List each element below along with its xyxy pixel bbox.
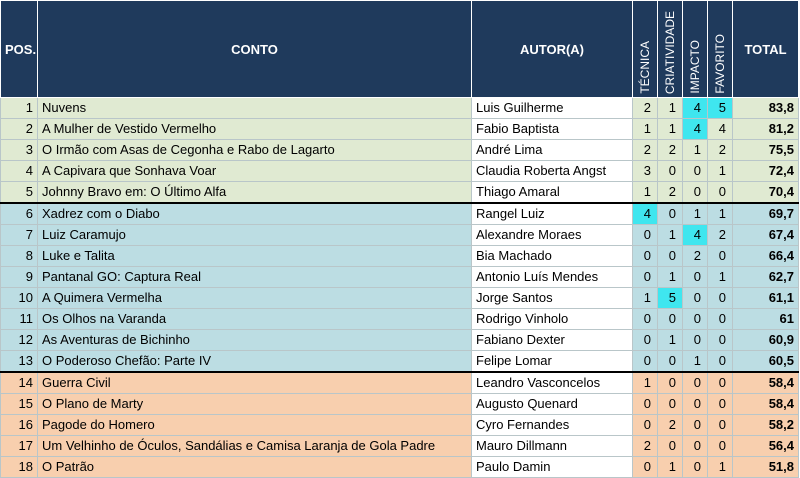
cell-impacto: 0 <box>683 288 708 309</box>
cell-autor: Luis Guilherme <box>472 98 633 119</box>
cell-criatividade: 1 <box>658 225 683 246</box>
cell-tecnica: 4 <box>633 203 658 225</box>
cell-favorito: 0 <box>708 330 733 351</box>
cell-pos: 5 <box>1 182 38 204</box>
cell-tecnica: 0 <box>633 394 658 415</box>
cell-autor: Cyro Fernandes <box>472 415 633 436</box>
cell-favorito: 1 <box>708 203 733 225</box>
cell-pos: 9 <box>1 267 38 288</box>
cell-criatividade: 5 <box>658 288 683 309</box>
cell-impacto: 1 <box>683 351 708 373</box>
cell-conto: O Patrão <box>38 457 472 478</box>
table-row <box>1 372 799 394</box>
cell-criatividade: 0 <box>658 161 683 182</box>
cell-autor: André Lima <box>472 140 633 161</box>
cell-autor: Rodrigo Vinholo <box>472 309 633 330</box>
cell-conto: Luiz Caramujo <box>38 225 472 246</box>
cell-conto: Johnny Bravo em: O Último Alfa <box>38 182 472 204</box>
cell-favorito: 0 <box>708 436 733 457</box>
cell-pos: 11 <box>1 309 38 330</box>
cell-tecnica: 0 <box>633 415 658 436</box>
cell-autor: Fabiano Dexter <box>472 330 633 351</box>
cell-pos: 2 <box>1 119 38 140</box>
cell-criatividade: 2 <box>658 182 683 204</box>
table-row <box>1 351 799 373</box>
table-row <box>1 436 799 457</box>
cell-favorito: 0 <box>708 394 733 415</box>
cell-criatividade: 1 <box>658 267 683 288</box>
cell-conto: A Quimera Vermelha <box>38 288 472 309</box>
table-row <box>1 161 799 182</box>
cell-autor: Bia Machado <box>472 246 633 267</box>
table-row <box>1 246 799 267</box>
cell-impacto: 0 <box>683 267 708 288</box>
table-row <box>1 457 799 478</box>
cell-impacto: 0 <box>683 415 708 436</box>
cell-pos: 15 <box>1 394 38 415</box>
table-row <box>1 288 799 309</box>
cell-criatividade: 0 <box>658 372 683 394</box>
cell-conto: Xadrez com o Diabo <box>38 203 472 225</box>
cell-autor: Paulo Damin <box>472 457 633 478</box>
cell-pos: 13 <box>1 351 38 373</box>
cell-criatividade: 1 <box>658 457 683 478</box>
cell-total: 51,8 <box>733 457 799 478</box>
cell-pos: 8 <box>1 246 38 267</box>
cell-autor: Fabio Baptista <box>472 119 633 140</box>
cell-favorito: 2 <box>708 225 733 246</box>
table-row <box>1 415 799 436</box>
cell-total: 56,4 <box>733 436 799 457</box>
table-header <box>1 1 799 98</box>
header-total: TOTAL <box>733 1 799 98</box>
cell-impacto: 4 <box>683 119 708 140</box>
cell-pos: 1 <box>1 98 38 119</box>
cell-impacto: 0 <box>683 309 708 330</box>
table-row <box>1 98 799 119</box>
cell-criatividade: 2 <box>658 140 683 161</box>
cell-pos: 17 <box>1 436 38 457</box>
cell-tecnica: 0 <box>633 351 658 373</box>
cell-favorito: 5 <box>708 98 733 119</box>
table-row <box>1 394 799 415</box>
cell-criatividade: 0 <box>658 394 683 415</box>
cell-tecnica: 2 <box>633 98 658 119</box>
cell-conto: Nuvens <box>38 98 472 119</box>
cell-criatividade: 1 <box>658 330 683 351</box>
header-tecnica: TÉCNICA <box>633 1 658 98</box>
table-row <box>1 119 799 140</box>
header-pos: POS. <box>1 1 38 98</box>
cell-favorito: 1 <box>708 161 733 182</box>
cell-tecnica: 0 <box>633 330 658 351</box>
cell-favorito: 2 <box>708 140 733 161</box>
cell-pos: 12 <box>1 330 38 351</box>
cell-pos: 3 <box>1 140 38 161</box>
header-favorito: FAVORITO <box>708 1 733 98</box>
cell-total: 58,4 <box>733 394 799 415</box>
table-row <box>1 225 799 246</box>
cell-criatividade: 0 <box>658 203 683 225</box>
cell-tecnica: 2 <box>633 436 658 457</box>
cell-criatividade: 0 <box>658 351 683 373</box>
cell-conto: Luke e Talita <box>38 246 472 267</box>
cell-conto: O Plano de Marty <box>38 394 472 415</box>
cell-impacto: 0 <box>683 457 708 478</box>
cell-favorito: 0 <box>708 309 733 330</box>
cell-total: 72,4 <box>733 161 799 182</box>
cell-impacto: 1 <box>683 140 708 161</box>
cell-criatividade: 1 <box>658 119 683 140</box>
table-body <box>1 98 799 478</box>
cell-autor: Leandro Vasconcelos <box>472 372 633 394</box>
table-row <box>1 330 799 351</box>
table-row <box>1 203 799 225</box>
cell-favorito: 0 <box>708 372 733 394</box>
cell-autor: Antonio Luís Mendes <box>472 267 633 288</box>
cell-conto: Pagode do Homero <box>38 415 472 436</box>
cell-favorito: 1 <box>708 457 733 478</box>
cell-conto: Pantanal GO: Captura Real <box>38 267 472 288</box>
header-autor: AUTOR(A) <box>472 1 633 98</box>
cell-conto: As Aventuras de Bichinho <box>38 330 472 351</box>
cell-pos: 7 <box>1 225 38 246</box>
cell-autor: Mauro Dillmann <box>472 436 633 457</box>
cell-tecnica: 0 <box>633 457 658 478</box>
cell-conto: Guerra Civil <box>38 372 472 394</box>
cell-conto: O Poderoso Chefão: Parte IV <box>38 351 472 373</box>
cell-total: 58,2 <box>733 415 799 436</box>
cell-total: 67,4 <box>733 225 799 246</box>
table-row <box>1 140 799 161</box>
cell-impacto: 2 <box>683 246 708 267</box>
cell-criatividade: 0 <box>658 309 683 330</box>
cell-tecnica: 0 <box>633 267 658 288</box>
cell-tecnica: 1 <box>633 119 658 140</box>
cell-conto: A Capivara que Sonhava Voar <box>38 161 472 182</box>
cell-impacto: 4 <box>683 225 708 246</box>
cell-tecnica: 1 <box>633 288 658 309</box>
cell-pos: 18 <box>1 457 38 478</box>
cell-criatividade: 1 <box>658 98 683 119</box>
cell-favorito: 0 <box>708 246 733 267</box>
table-row <box>1 182 799 204</box>
cell-favorito: 0 <box>708 415 733 436</box>
table-row <box>1 267 799 288</box>
header-criatividade: CRIATIVIDADE <box>658 1 683 98</box>
cell-favorito: 0 <box>708 288 733 309</box>
cell-total: 62,7 <box>733 267 799 288</box>
cell-conto: Um Velhinho de Óculos, Sandálias e Camisa Laranja de Gola Padre <box>38 436 472 457</box>
cell-criatividade: 2 <box>658 415 683 436</box>
cell-total: 69,7 <box>733 203 799 225</box>
cell-impacto: 0 <box>683 372 708 394</box>
cell-impacto: 0 <box>683 182 708 204</box>
cell-impacto: 0 <box>683 394 708 415</box>
cell-total: 61 <box>733 309 799 330</box>
cell-autor: Jorge Santos <box>472 288 633 309</box>
cell-autor: Felipe Lomar <box>472 351 633 373</box>
cell-autor: Claudia Roberta Angst <box>472 161 633 182</box>
cell-total: 58,4 <box>733 372 799 394</box>
cell-total: 61,1 <box>733 288 799 309</box>
cell-total: 60,5 <box>733 351 799 373</box>
cell-conto: A Mulher de Vestido Vermelho <box>38 119 472 140</box>
table-row <box>1 309 799 330</box>
cell-pos: 14 <box>1 372 38 394</box>
cell-total: 75,5 <box>733 140 799 161</box>
cell-impacto: 0 <box>683 161 708 182</box>
header-conto: CONTO <box>38 1 472 98</box>
cell-favorito: 0 <box>708 351 733 373</box>
cell-impacto: 4 <box>683 98 708 119</box>
cell-tecnica: 1 <box>633 372 658 394</box>
cell-total: 81,2 <box>733 119 799 140</box>
cell-impacto: 0 <box>683 436 708 457</box>
cell-favorito: 0 <box>708 182 733 204</box>
header-impacto: IMPACTO <box>683 1 708 98</box>
cell-pos: 4 <box>1 161 38 182</box>
cell-tecnica: 2 <box>633 140 658 161</box>
cell-favorito: 1 <box>708 267 733 288</box>
cell-total: 83,8 <box>733 98 799 119</box>
cell-total: 60,9 <box>733 330 799 351</box>
cell-tecnica: 0 <box>633 246 658 267</box>
cell-favorito: 4 <box>708 119 733 140</box>
cell-conto: Os Olhos na Varanda <box>38 309 472 330</box>
cell-autor: Alexandre Moraes <box>472 225 633 246</box>
cell-criatividade: 0 <box>658 436 683 457</box>
cell-total: 70,4 <box>733 182 799 204</box>
cell-tecnica: 1 <box>633 182 658 204</box>
cell-total: 66,4 <box>733 246 799 267</box>
cell-autor: Augusto Quenard <box>472 394 633 415</box>
cell-tecnica: 0 <box>633 309 658 330</box>
cell-autor: Rangel Luiz <box>472 203 633 225</box>
cell-pos: 6 <box>1 203 38 225</box>
cell-pos: 16 <box>1 415 38 436</box>
cell-criatividade: 0 <box>658 246 683 267</box>
cell-impacto: 1 <box>683 203 708 225</box>
cell-conto: O Irmão com Asas de Cegonha e Rabo de Lagarto <box>38 140 472 161</box>
cell-tecnica: 3 <box>633 161 658 182</box>
cell-pos: 10 <box>1 288 38 309</box>
cell-autor: Thiago Amaral <box>472 182 633 204</box>
cell-impacto: 0 <box>683 330 708 351</box>
cell-tecnica: 0 <box>633 225 658 246</box>
